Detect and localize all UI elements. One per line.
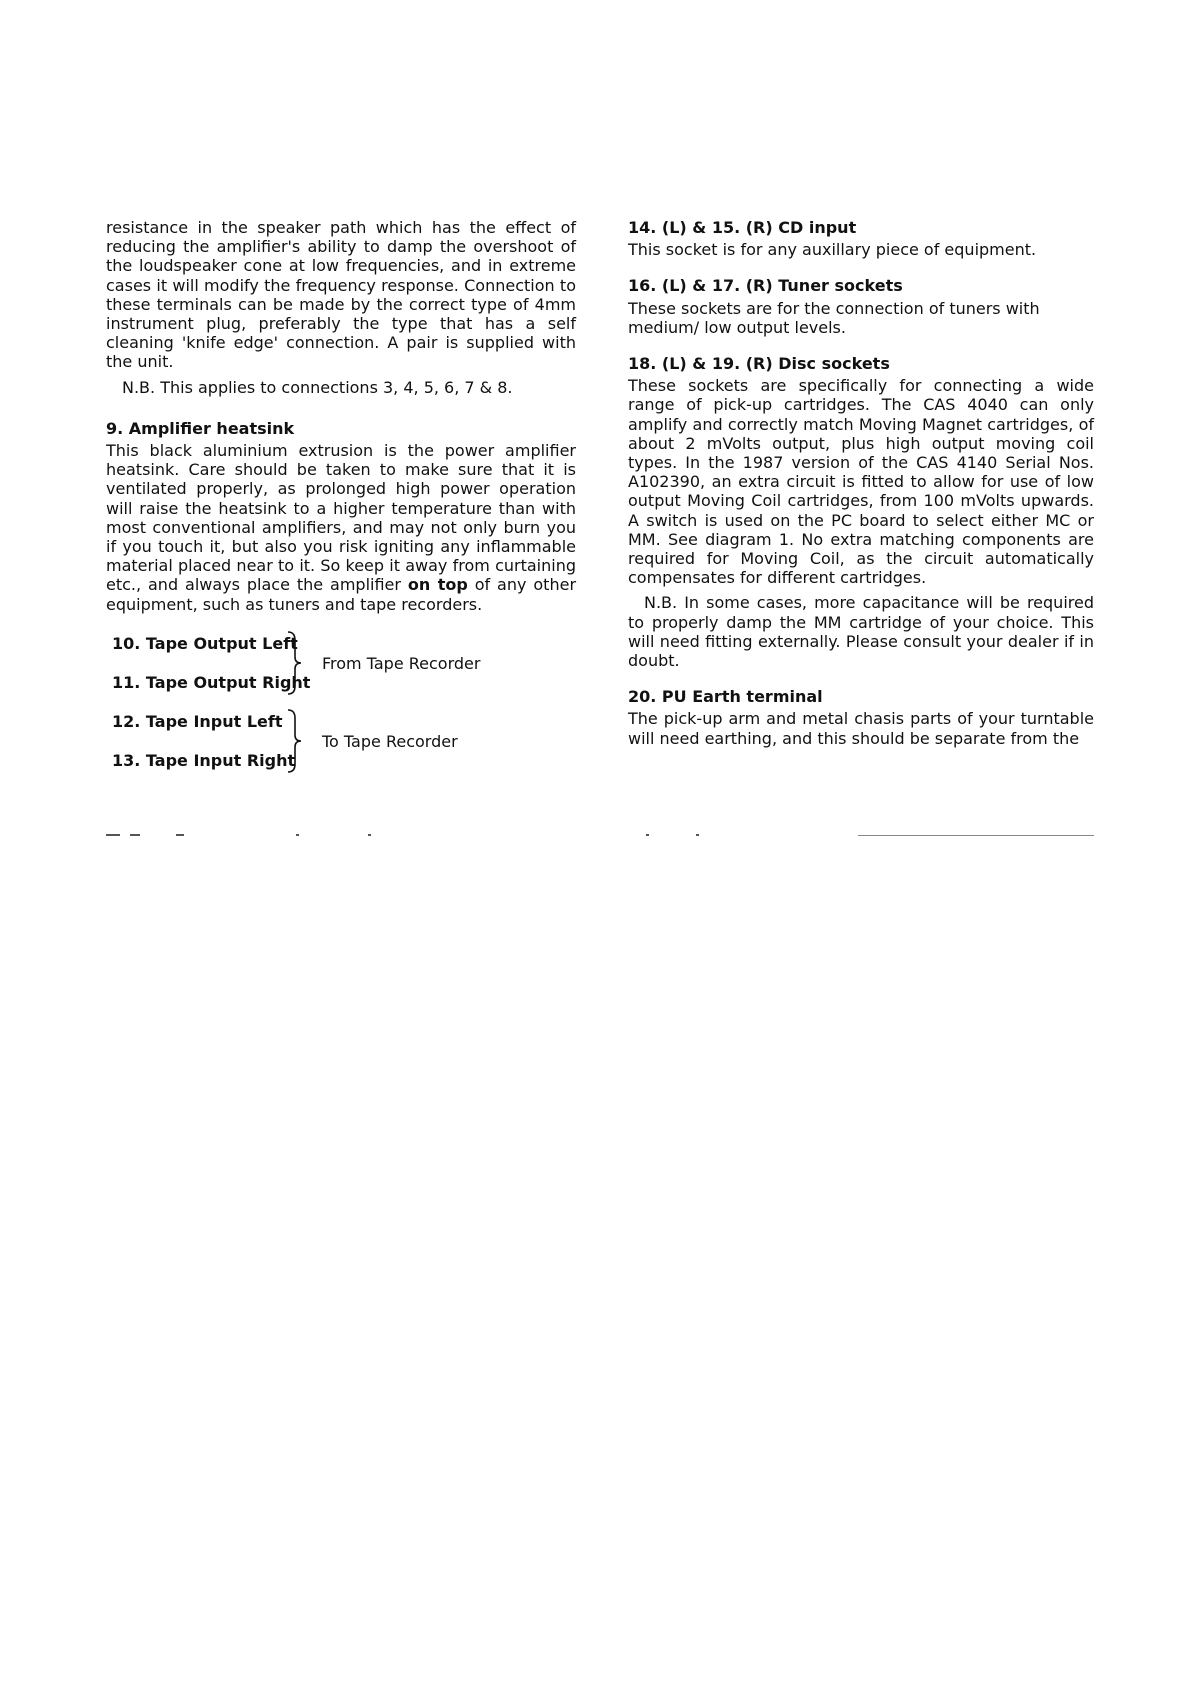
heatsink-emphasis: on top [407, 575, 468, 595]
scan-artifact-line [106, 834, 1094, 838]
heatsink-section [106, 419, 576, 614]
tape-output-destination: From Tape Recorder [322, 653, 481, 673]
tuner-sockets-heading: 16. (L) & 17. (R) Tuner sockets [628, 276, 903, 296]
nb-connections-note: N.B. This applies to connections 3, 4, 5, 6, 7 & 8. [122, 377, 513, 397]
tape-input-left-label: 12. Tape Input Left [112, 711, 283, 731]
left-column [106, 218, 576, 786]
tape-output-group [106, 630, 576, 708]
tape-input-destination: To Tape Recorder [322, 731, 458, 751]
cd-input-text: This socket is for any auxillary piece of equipment. [628, 240, 1037, 260]
heatsink-paragraph [106, 441, 576, 614]
disc-sockets-section [628, 354, 1094, 670]
brace-icon [286, 708, 304, 774]
cd-input-section [628, 218, 1094, 259]
pu-earth-heading: 20. PU Earth terminal [628, 687, 823, 707]
heatsink-text-start: This black aluminium extrusion is the power amplifier heatsink. Care should be taken to make sure that it is ventilated properly, as prolonged high power operation will raise the heatsink to a higher temperature than with most conventional amplifiers, and may not only burn you if you touch it, but also you risk igniting any inflammable material placed near to it. So keep it away from curtaining etc., and always place the amplifier [106, 441, 576, 595]
pu-earth-section [628, 687, 1094, 748]
tuner-sockets-section [628, 276, 1094, 337]
tape-output-left-label: 10. Tape Output Left [112, 633, 298, 653]
tape-input-right-label: 13. Tape Input Right [112, 750, 296, 770]
brace-icon [286, 630, 304, 696]
disc-sockets-heading: 18. (L) & 19. (R) Disc sockets [628, 354, 890, 374]
heatsink-heading: 9. Amplifier heatsink [106, 418, 295, 438]
cd-input-heading: 14. (L) & 15. (R) CD input [628, 218, 857, 237]
intro-paragraph: resistance in the speaker path which has the effect of reducing the amplifier's ability to damp the overshoot of the loudspeaker cone at low frequencies, and in extreme cases it will modify the frequency response. Connection to these terminals can be made by the correct type of 4mm instrument plug, preferably the type that has a self cleaning 'knife edge' connection. A pair is supplied with the unit. [106, 218, 576, 372]
tape-output-right-label: 11. Tape Output Right [112, 672, 311, 692]
disc-sockets-nb-note: N.B. In some cases, more capacitance will be required to properly damp the MM cartridge of your choice. This will need fitting externally. Please consult your dealer if in doubt. [628, 593, 1094, 671]
tape-input-group [106, 708, 576, 786]
pu-earth-text: The pick-up arm and metal chasis parts of your turntable will need earthing, and this should be separate from the [628, 709, 1094, 748]
heatsink-text-end: of any other equipment, such as tuners and tape recorders. [106, 575, 577, 614]
right-column [628, 218, 1094, 748]
disc-sockets-text: These sockets are specifically for connecting a wide range of pick-up cartridges. The CAS 4040 can only amplify and correctly match Moving Magnet cartridges, of about 2 mVolts output, plus high output moving coil types. In the 1987 version of the CAS 4140 Serial Nos. A102390, an extra circuit is fitted to allow for use of low output Moving Coil cartridges, from 100 mVolts upwards. A switch is used on the PC board to select either MC or MM. See diagram 1. No extra matching components are required for Moving Coil, as the circuit automatically compensates for different cartridges. [628, 376, 1094, 588]
tuner-sockets-text: These sockets are for the connection of tuners with medium/ low output levels. [628, 298, 1040, 337]
